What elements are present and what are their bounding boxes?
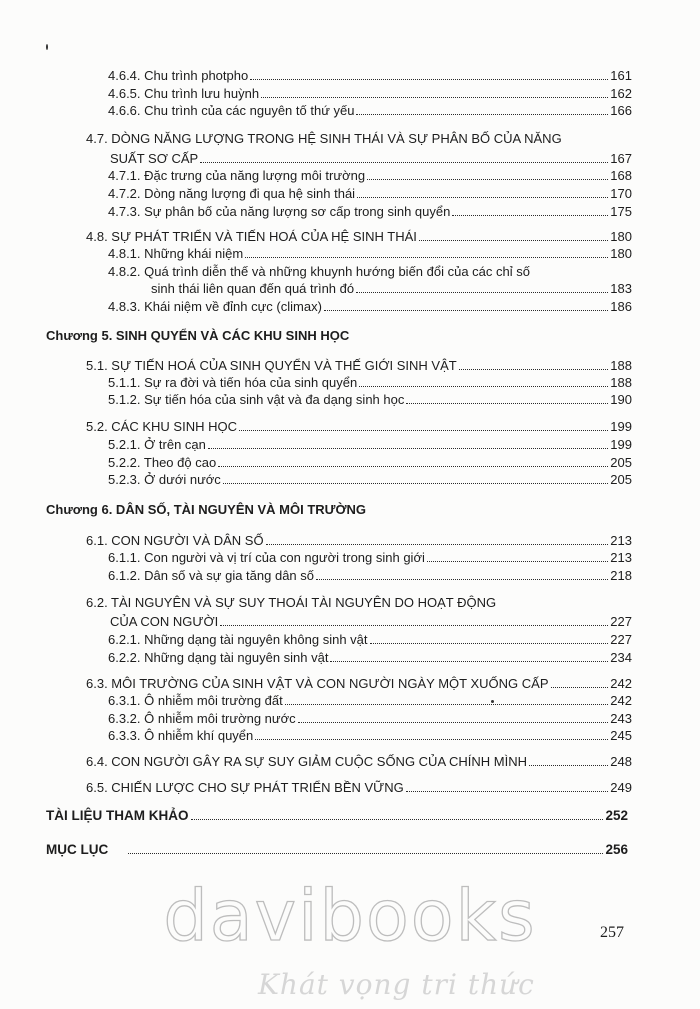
toc-entry[interactable] bbox=[108, 246, 632, 262]
toc-entry-page: 186 bbox=[610, 299, 632, 314]
toc-entry-title: 4.7.3. Sự phân bố của năng lượng sơ cấp trong sinh quyển bbox=[108, 204, 451, 219]
toc-entry-page: 234 bbox=[610, 650, 632, 665]
leader-dots bbox=[356, 114, 608, 115]
toc-entry-page: 249 bbox=[610, 780, 632, 795]
leader-dots bbox=[298, 722, 608, 723]
toc-entry[interactable] bbox=[108, 711, 632, 727]
toc-entry[interactable] bbox=[108, 693, 632, 709]
leader-dots bbox=[316, 579, 608, 580]
toc-entry-page: 256 bbox=[605, 842, 628, 857]
toc-entry-title: 5.1. SỰ TIẾN HOÁ CỦA SINH QUYỂN VÀ THẾ GIỚI SINH VẬT bbox=[86, 358, 457, 373]
toc-entry-title: 6.3.2. Ô nhiễm môi trường nước bbox=[108, 711, 296, 726]
toc-entry[interactable] bbox=[108, 437, 632, 453]
toc-entry[interactable] bbox=[108, 392, 632, 408]
toc-entry-title: 4.8.3. Khái niệm về đỉnh cực (climax) bbox=[108, 299, 322, 314]
toc-entry[interactable] bbox=[108, 728, 632, 744]
toc-entry-page: 205 bbox=[610, 472, 632, 487]
toc-entry-title: sinh thái liên quan đến quá trình đó bbox=[151, 281, 355, 296]
toc-entry-title: MỤC LỤC bbox=[46, 842, 109, 857]
toc-entry[interactable] bbox=[108, 455, 632, 471]
toc-entry[interactable] bbox=[86, 358, 632, 374]
toc-entry-title: 6.3.1. Ô nhiễm môi trường đất bbox=[108, 693, 283, 708]
scan-speck bbox=[491, 700, 494, 703]
toc-entry-page: 168 bbox=[610, 168, 632, 183]
toc-entry[interactable] bbox=[86, 754, 632, 770]
leader-dots bbox=[261, 97, 608, 98]
toc-entry-title: 6.4. CON NGƯỜI GÂY RA SỰ SUY GIẢM CUỘC SỐNG CỦA CHÍNH MÌNH bbox=[86, 754, 527, 769]
leader-dots bbox=[191, 819, 604, 820]
toc-entry[interactable] bbox=[86, 229, 632, 245]
watermark-brand: davibooks bbox=[163, 875, 537, 957]
scan-speck bbox=[46, 44, 48, 50]
toc-entry-page: 227 bbox=[610, 614, 632, 629]
toc-entry[interactable] bbox=[108, 68, 632, 84]
toc-entry-title: 6.1.1. Con người và vị trí của con người trong sinh giới bbox=[108, 550, 425, 565]
toc-entry-page: 213 bbox=[610, 533, 632, 548]
toc-entry[interactable] bbox=[86, 419, 632, 435]
toc-entry-page: 180 bbox=[610, 246, 632, 261]
toc-entry-page: 245 bbox=[610, 728, 632, 743]
leader-dots bbox=[406, 403, 608, 404]
leader-dots bbox=[285, 704, 608, 705]
toc-entry-title: 6.2.1. Những dạng tài nguyên không sinh vật bbox=[108, 632, 368, 647]
leader-dots bbox=[208, 448, 608, 449]
toc-entry-page: 175 bbox=[610, 204, 632, 219]
toc-entry-references[interactable] bbox=[46, 808, 628, 824]
toc-entry[interactable] bbox=[108, 186, 632, 202]
toc-entry[interactable] bbox=[86, 780, 632, 796]
watermark-slogan: Khát vọng tri thức bbox=[258, 968, 535, 1001]
toc-entry-title: TÀI LIỆU THAM KHẢO bbox=[46, 808, 189, 823]
toc-entry-title: 5.2.1. Ở trên cạn bbox=[108, 437, 206, 452]
leader-dots bbox=[223, 483, 608, 484]
page-number: 257 bbox=[600, 924, 624, 941]
toc-entry-title: CỦA CON NGƯỜI bbox=[110, 614, 219, 629]
leader-dots bbox=[239, 430, 608, 431]
leader-dots bbox=[551, 687, 608, 688]
toc-entry-title: 4.6.4. Chu trình photpho bbox=[108, 68, 249, 83]
toc-entry-title: 5.2. CÁC KHU SINH HỌC bbox=[86, 419, 237, 434]
toc-entry-page: 213 bbox=[610, 550, 632, 565]
toc-entry-contents[interactable] bbox=[46, 842, 628, 858]
leader-dots bbox=[250, 79, 608, 80]
leader-dots bbox=[218, 466, 608, 467]
leader-dots bbox=[452, 215, 608, 216]
toc-entry[interactable] bbox=[108, 103, 632, 119]
leader-dots bbox=[220, 625, 608, 626]
toc-entry-page: 167 bbox=[610, 151, 632, 166]
toc-entry-page: 190 bbox=[610, 392, 632, 407]
toc-entry-page: 242 bbox=[610, 676, 632, 691]
toc-entry[interactable] bbox=[108, 204, 632, 220]
toc-entry-title: 4.7.1. Đặc trưng của năng lượng môi trường bbox=[108, 168, 366, 183]
toc-entry-page: 205 bbox=[610, 455, 632, 470]
toc-entry[interactable] bbox=[108, 299, 632, 315]
toc-entry-title: 4.8. SỰ PHÁT TRIỂN VÀ TIẾN HOÁ CỦA HỆ SINH THÁI bbox=[86, 229, 417, 244]
toc-entry-title: 6.3.3. Ô nhiễm khí quyển bbox=[108, 728, 254, 743]
leader-dots bbox=[357, 197, 608, 198]
toc-entry[interactable] bbox=[108, 86, 632, 102]
leader-dots bbox=[459, 369, 608, 370]
toc-section-title: 4.7. DÒNG NĂNG LƯỢNG TRONG HỆ SINH THÁI VÀ SỰ PHÂN BỐ CỦA NĂNG bbox=[86, 131, 562, 146]
toc-entry[interactable] bbox=[108, 472, 632, 488]
toc-entry-page: 199 bbox=[610, 437, 632, 452]
toc-entry-title: 6.3. MÔI TRƯỜNG CỦA SINH VẬT VÀ CON NGƯỜI NGÀY MỘT XUỐNG CẤP bbox=[86, 676, 549, 691]
toc-entry-title: 4.6.6. Chu trình của các nguyên tố thứ yếu bbox=[108, 103, 355, 118]
toc-entry[interactable] bbox=[86, 533, 632, 549]
toc-entry-title: 5.2.2. Theo độ cao bbox=[108, 455, 217, 470]
leader-dots bbox=[200, 162, 608, 163]
toc-entry-page: 188 bbox=[610, 375, 632, 390]
toc-entry[interactable] bbox=[108, 168, 632, 184]
toc-entry-title: 4.8.1. Những khái niệm bbox=[108, 246, 244, 261]
toc-entry-page: 188 bbox=[610, 358, 632, 373]
toc-entry[interactable] bbox=[110, 614, 632, 630]
toc-entry-page: 252 bbox=[605, 808, 628, 823]
toc-entry[interactable] bbox=[108, 375, 632, 391]
toc-section-title: 6.2. TÀI NGUYÊN VÀ SỰ SUY THOÁI TÀI NGUYÊN DO HOẠT ĐỘNG bbox=[86, 595, 497, 610]
toc-entry-title: 6.5. CHIẾN LƯỢC CHO SỰ PHÁT TRIỂN BỀN VỮNG bbox=[86, 780, 404, 795]
toc-entry[interactable] bbox=[86, 676, 632, 692]
toc-entry-title: 5.2.3. Ở dưới nước bbox=[108, 472, 221, 487]
toc-entry-title: 6.1.2. Dân số và sự gia tăng dân số bbox=[108, 568, 315, 583]
toc-entry[interactable] bbox=[108, 632, 632, 648]
toc-entry-title: 4.8.2. Quá trình diễn thế và những khuynh hướng biến đổi của các chỉ số bbox=[108, 264, 530, 279]
toc-entry-page: 183 bbox=[610, 281, 632, 296]
leader-dots bbox=[370, 643, 609, 644]
leader-dots bbox=[529, 765, 608, 766]
chapter-heading: Chương 6. DÂN SỐ, TÀI NGUYÊN VÀ MÔI TRƯỜNG bbox=[46, 502, 367, 517]
leader-dots bbox=[128, 853, 603, 854]
leader-dots bbox=[245, 257, 608, 258]
toc-entry-title: 6.1. CON NGƯỜI VÀ DÂN SỐ bbox=[86, 533, 264, 548]
toc-entry-page: 166 bbox=[610, 103, 632, 118]
toc-entry-page: 161 bbox=[610, 68, 632, 83]
chapter-heading: Chương 5. SINH QUYỂN VÀ CÁC KHU SINH HỌC bbox=[46, 328, 350, 343]
toc-entry-page: 243 bbox=[610, 711, 632, 726]
toc-entry-page: 227 bbox=[610, 632, 632, 647]
toc-entry-title: 6.2.2. Những dạng tài nguyên sinh vật bbox=[108, 650, 329, 665]
toc-entry-page: 218 bbox=[610, 568, 632, 583]
toc-entry[interactable] bbox=[108, 568, 632, 584]
leader-dots bbox=[330, 661, 608, 662]
leader-dots bbox=[359, 386, 608, 387]
toc-entry-title: SUẤT SƠ CẤP bbox=[110, 151, 199, 166]
toc-entry-page: 242 bbox=[610, 693, 632, 708]
leader-dots bbox=[356, 292, 608, 293]
leader-dots bbox=[255, 739, 608, 740]
toc-entry-title: 5.1.2. Sự tiến hóa của sinh vật và đa dạng sinh học bbox=[108, 392, 405, 407]
toc-entry-title: 5.1.1. Sự ra đời và tiến hóa của sinh quyển bbox=[108, 375, 358, 390]
leader-dots bbox=[419, 240, 608, 241]
leader-dots bbox=[406, 791, 608, 792]
leader-dots bbox=[367, 179, 608, 180]
toc-entry[interactable] bbox=[151, 281, 632, 297]
toc-entry-page: 162 bbox=[610, 86, 632, 101]
toc-entry-page: 248 bbox=[610, 754, 632, 769]
leader-dots bbox=[427, 561, 608, 562]
toc-entry-page: 180 bbox=[610, 229, 632, 244]
toc-entry-page: 199 bbox=[610, 419, 632, 434]
toc-entry[interactable] bbox=[110, 151, 632, 167]
toc-entry-title: 4.6.5. Chu trình lưu huỳnh bbox=[108, 86, 260, 101]
leader-dots bbox=[266, 544, 608, 545]
toc-entry[interactable] bbox=[108, 650, 632, 666]
toc-entry[interactable] bbox=[108, 550, 632, 566]
toc-entry-title: 4.7.2. Dòng năng lượng đi qua hệ sinh thái bbox=[108, 186, 356, 201]
leader-dots bbox=[324, 310, 608, 311]
toc-entry-page: 170 bbox=[610, 186, 632, 201]
